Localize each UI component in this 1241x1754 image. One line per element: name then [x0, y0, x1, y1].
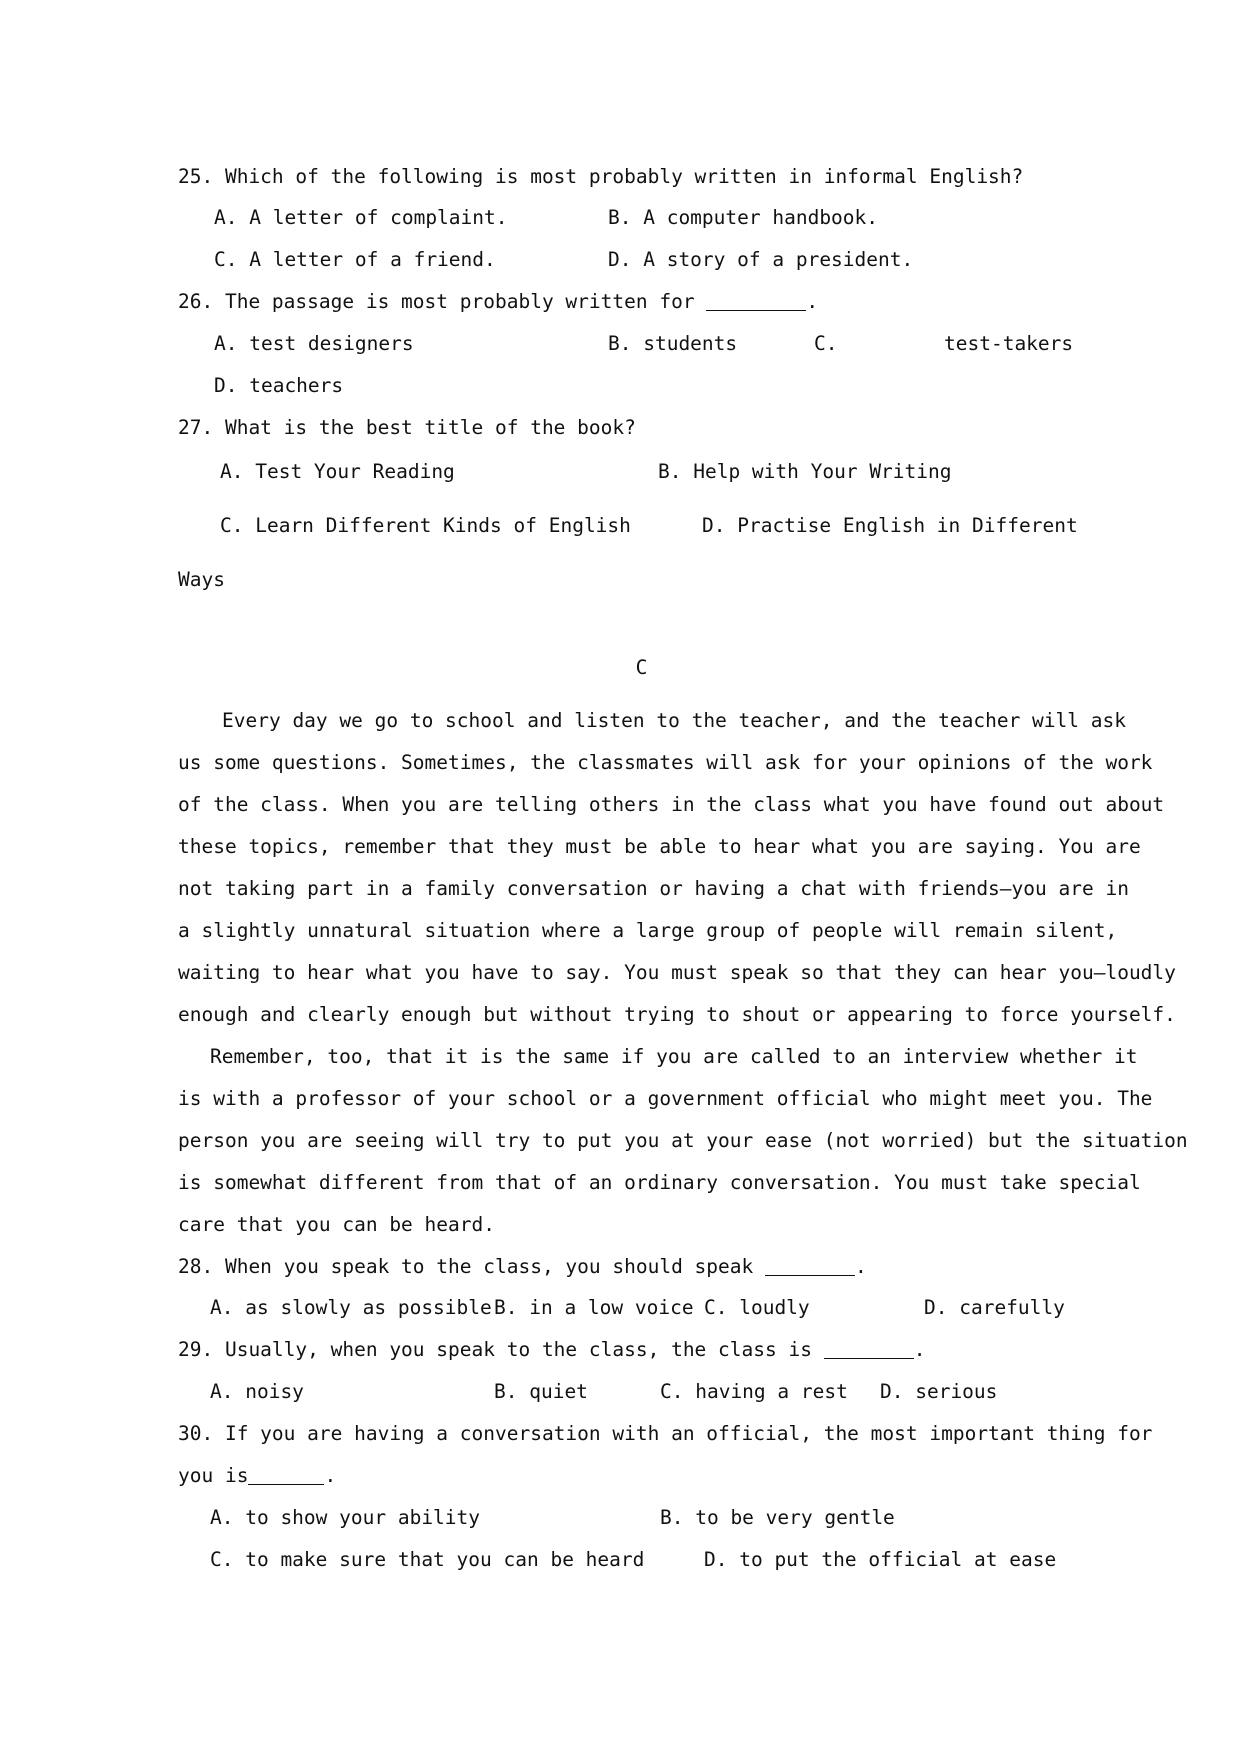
passage-line: Remember, too, that it is the same if you are called to an interview whether it — [210, 1045, 1138, 1068]
question-26-option-c-label: C. — [814, 332, 838, 355]
question-28-stem — [178, 1257, 867, 1277]
question-29-option-c: C. having a rest — [660, 1380, 848, 1403]
passage-line: care that you can be heard. — [178, 1213, 495, 1236]
question-25-option-b: B. A computer handbook. — [608, 206, 879, 229]
question-26-stem — [178, 292, 818, 312]
question-30-end: . — [324, 1464, 337, 1487]
passage-line: these topics, remember that they must be able to hear what you are saying. You are — [178, 835, 1141, 858]
passage-line: waiting to hear what you have to say. You must speak so that they can hear you—loudly — [178, 961, 1176, 984]
question-29-option-b: B. quiet — [494, 1380, 588, 1403]
question-26-end: . — [806, 290, 819, 313]
passage-line: Every day we go to school and listen to the teacher, and the teacher will ask — [222, 709, 1126, 732]
passage-line: person you are seeing will try to put you at your ease (not worried) but the situation — [178, 1129, 1188, 1152]
question-25-option-d: D. A story of a president. — [608, 248, 914, 271]
question-27-option-d-continued: Ways — [178, 568, 225, 591]
answer-blank — [765, 1257, 855, 1276]
question-30-option-c: C. to make sure that you can be heard — [210, 1548, 645, 1571]
question-30-stem: 30. If you are having a conversation with an official, the most important thing for — [178, 1422, 1153, 1445]
question-28-option-d: D. carefully — [924, 1296, 1065, 1319]
question-25-stem: 25. Which of the following is most probably written in informal English? — [178, 165, 1024, 188]
passage-line: is somewhat different from that of an ordinary conversation. You must take special — [178, 1171, 1141, 1194]
question-29-stem — [178, 1340, 925, 1360]
question-28-option-a: A. as slowly as possible — [210, 1296, 492, 1319]
question-25-option-a: A. A letter of complaint. — [214, 206, 508, 229]
question-30-option-d: D. to put the official at ease — [704, 1548, 1057, 1571]
question-30-stem-continued — [178, 1466, 336, 1486]
question-26-option-a: A. test designers — [214, 332, 414, 355]
question-26-option-d: D. teachers — [214, 374, 344, 397]
question-26-text: 26. The passage is most probably written for — [178, 290, 695, 313]
passage-line: not taking part in a family conversation or having a chat with friends—you are in — [178, 877, 1129, 900]
question-29-option-a: A. noisy — [210, 1380, 304, 1403]
passage-line: a slightly unnatural situation where a large group of people will remain silent, — [178, 919, 1118, 942]
question-27-option-a: A. Test Your Reading — [220, 460, 455, 483]
question-26-option-c-text: test-takers — [944, 332, 1074, 355]
question-28-end: . — [855, 1255, 867, 1278]
passage-line: us some questions. Sometimes, the classmates will ask for your opinions of the work — [178, 751, 1153, 774]
question-28-option-c: C. loudly — [704, 1296, 810, 1319]
section-heading-c: C — [635, 656, 648, 679]
question-30-text: you is — [178, 1464, 249, 1487]
answer-blank — [824, 1340, 914, 1359]
question-27-stem: 27. What is the best title of the book? — [178, 416, 636, 439]
passage-line: is with a professor of your school or a government official who might meet you. The — [178, 1087, 1153, 1110]
question-30-option-b: B. to be very gentle — [660, 1506, 895, 1529]
question-28-text: 28. When you speak to the class, you should speak — [178, 1255, 754, 1278]
passage-line: enough and clearly enough but without trying to shout or appearing to force yourself. — [178, 1003, 1176, 1026]
question-26-option-b: B. students — [608, 332, 738, 355]
question-29-end: . — [913, 1338, 926, 1361]
question-29-text: 29. Usually, when you speak to the class, the class is — [178, 1338, 812, 1361]
question-29-option-d: D. serious — [880, 1380, 998, 1403]
question-27-option-c: C. Learn Different Kinds of English — [220, 514, 631, 537]
question-25-option-c: C. A letter of a friend. — [214, 248, 496, 271]
question-30-option-a: A. to show your ability — [210, 1506, 481, 1529]
question-27-option-b: B. Help with Your Writing — [658, 460, 952, 483]
answer-blank — [248, 1466, 324, 1485]
passage-line: of the class. When you are telling others in the class what you have found out about — [178, 793, 1165, 816]
answer-blank — [706, 292, 806, 311]
question-28-option-b: B. in a low voice — [494, 1296, 694, 1319]
question-27-option-d: D. Practise English in Different — [702, 514, 1078, 537]
